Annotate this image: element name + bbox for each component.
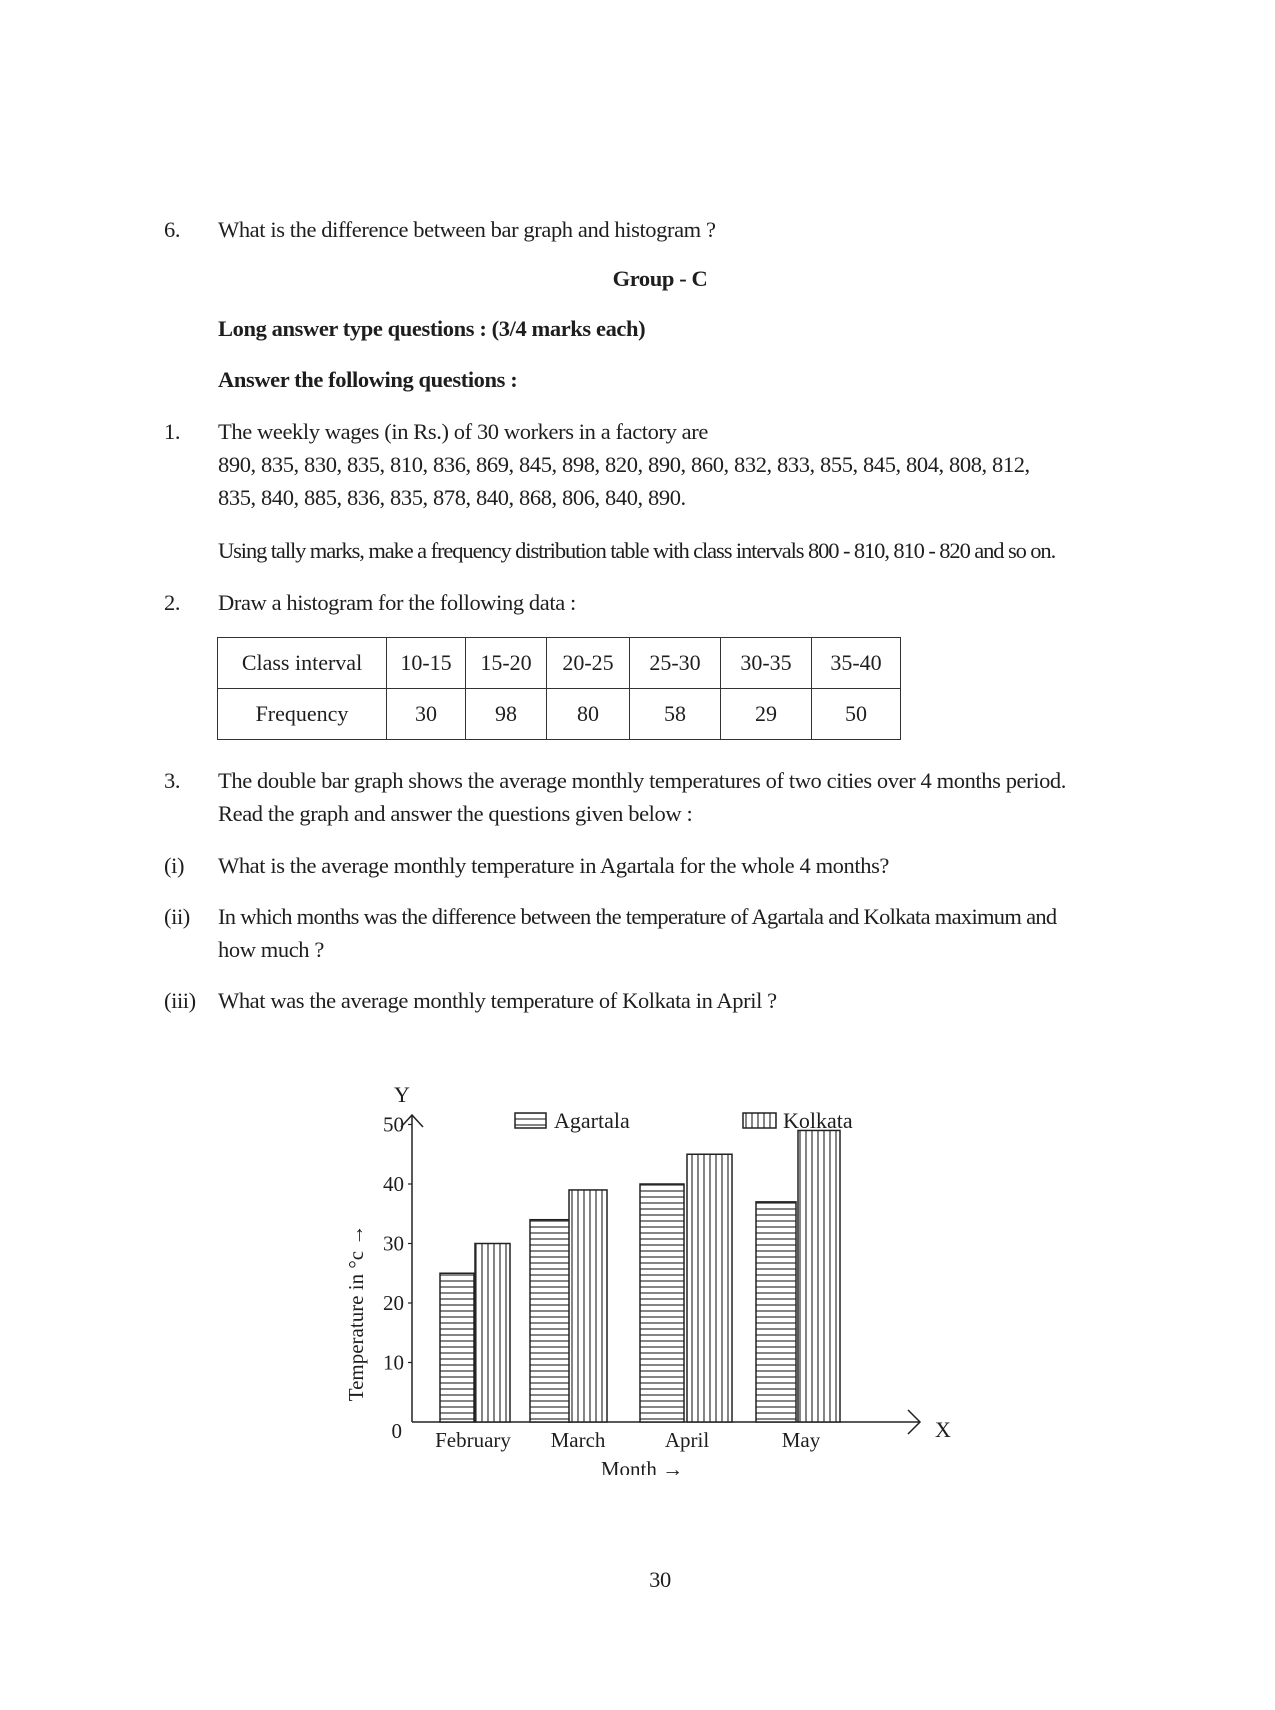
question-3-number: 3.	[164, 768, 181, 793]
table-cell: 25-30	[630, 638, 721, 689]
question-6-number: 6.	[164, 217, 181, 242]
page-number: 30	[649, 1567, 671, 1592]
x-tick-label: May	[781, 1428, 821, 1452]
subquestion-text: What was the average monthly temperature of Kolkata in April ?	[218, 988, 777, 1013]
bar-kolkata-april	[687, 1154, 732, 1422]
subquestion-number: (iii)	[164, 988, 196, 1013]
question-3-line1: The double bar graph shows the average monthly temperatures of two cities over 4 months period.	[218, 768, 1067, 793]
table-cell: 20-25	[547, 638, 630, 689]
table-header-frequency: Frequency	[218, 689, 387, 740]
subquestion-number: (ii)	[164, 904, 190, 929]
table-cell: 58	[630, 689, 721, 740]
bar-kolkata-march	[569, 1190, 607, 1422]
x-axis-letter: X	[935, 1417, 951, 1442]
bar-agartala-february	[440, 1273, 474, 1422]
y-tick-label: 50	[383, 1112, 404, 1137]
table-cell: 80	[547, 689, 630, 740]
origin-label: 0	[391, 1419, 402, 1443]
y-tick-label: 10	[383, 1350, 404, 1375]
y-axis-label: Temperature in °c →	[344, 1224, 368, 1402]
table-cell: 30	[387, 689, 466, 740]
legend-swatch-kolkata	[743, 1113, 776, 1128]
table-row	[218, 689, 901, 740]
y-tick-label: 40	[383, 1172, 404, 1196]
table-cell: 35-40	[812, 638, 901, 689]
question-3-line2: Read the graph and answer the questions given below :	[218, 801, 693, 826]
question-1-line1: The weekly wages (in Rs.) of 30 workers in a factory are	[218, 419, 708, 444]
legend-label-kolkata: Kolkata	[783, 1108, 853, 1133]
subquestion-number: (i)	[164, 853, 185, 878]
question-6-text: What is the difference between bar graph and histogram ?	[218, 217, 716, 242]
x-tick-label: February	[435, 1428, 511, 1452]
question-1-wages-line1: 890, 835, 830, 835, 810, 836, 869, 845, 898, 820, 890, 860, 832, 833, 855, 845, 804, 808, 812,	[218, 452, 1030, 477]
bar-kolkata-may	[798, 1130, 840, 1422]
question-1-instruction: Using tally marks, make a frequency distribution table with class intervals 800 - 810, 810 - 820 and so on.	[218, 538, 1056, 563]
table-cell: 98	[466, 689, 547, 740]
x-tick-label: April	[664, 1428, 710, 1452]
frequency-table	[217, 637, 901, 740]
table-row	[218, 638, 901, 689]
y-tick-label: 30	[383, 1231, 404, 1256]
table-cell: 50	[812, 689, 901, 740]
table-cell: 29	[721, 689, 812, 740]
question-2-number: 2.	[164, 590, 181, 615]
group-heading: Group - C	[612, 266, 708, 291]
x-tick-label: March	[550, 1428, 606, 1452]
table-cell: 10-15	[387, 638, 466, 689]
subquestion-text-continued: how much ?	[218, 937, 324, 962]
table-cell: 15-20	[466, 638, 547, 689]
bar-agartala-march	[530, 1220, 570, 1422]
y-tick-label: 20	[383, 1291, 404, 1315]
answer-instructions-heading: Answer the following questions :	[218, 367, 518, 392]
legend-label-agartala: Agartala	[554, 1108, 630, 1133]
bar-kolkata-february	[475, 1244, 510, 1423]
y-axis-letter: Y	[394, 1082, 410, 1107]
subquestion-text: What is the average monthly temperature in Agartala for the whole 4 months?	[218, 853, 890, 878]
question-1-number: 1.	[164, 419, 181, 444]
question-2-text: Draw a histogram for the following data :	[218, 590, 576, 615]
double-bar-chart	[330, 1075, 970, 1475]
table-header-class-interval: Class interval	[218, 638, 387, 689]
bar-agartala-april	[640, 1184, 684, 1422]
question-1-wages-line2: 835, 840, 885, 836, 835, 878, 840, 868, 806, 840, 890.	[218, 485, 686, 510]
subquestion-text: In which months was the difference between the temperature of Agartala and Kolkata maximum and	[218, 904, 1057, 929]
x-axis-label: Month →	[600, 1457, 684, 1475]
legend-swatch-agartala	[515, 1113, 546, 1128]
long-answer-heading: Long answer type questions : (3/4 marks each)	[218, 316, 646, 341]
bar-agartala-may	[756, 1202, 796, 1422]
table-cell: 30-35	[721, 638, 812, 689]
